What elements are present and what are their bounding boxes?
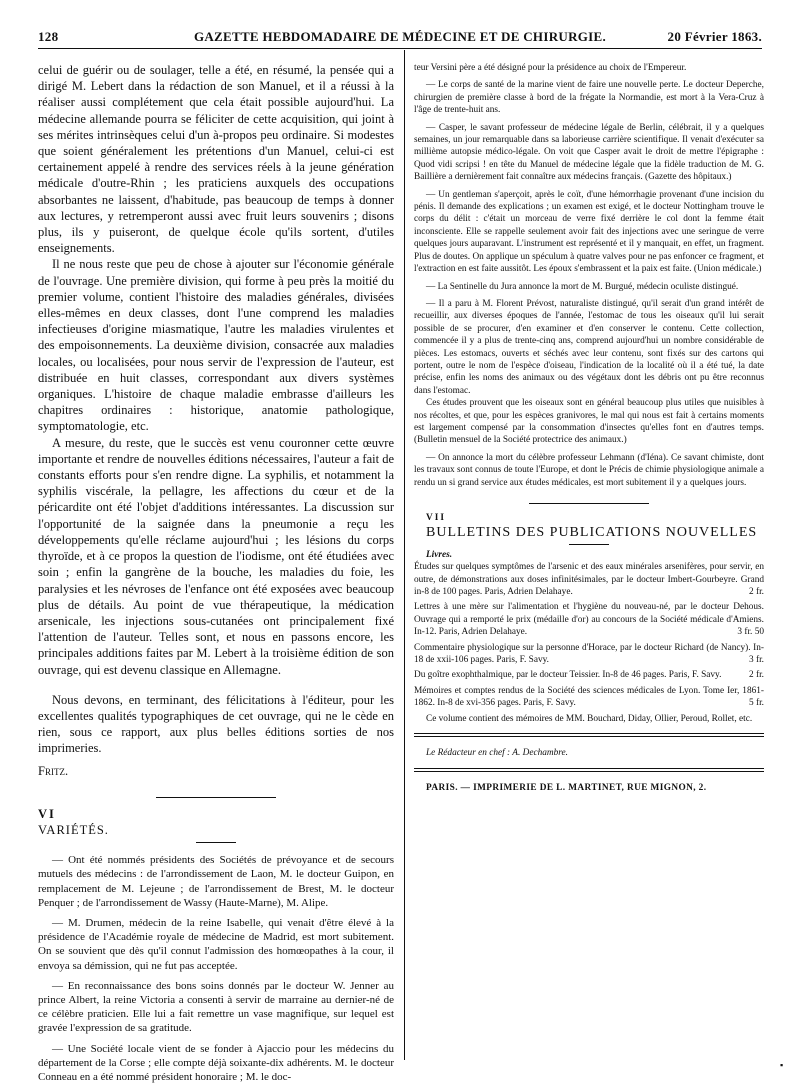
news-item: Ces études prouvent que les oiseaux sont en général beaucoup plus utiles que nuisibles à nos récoltes, et que, pour les espèces granivores, le mal qui nous est fait à certains moments est largement compensé par la consommation d'insectes qu'elles font en d'autres temps. (Bulletin mensuel de la Société protectrice des animaux.) — [414, 398, 764, 446]
journal-title: GAZETTE HEBDOMADAIRE DE MÉDECINE ET DE CHIRURGIE. — [193, 29, 607, 44]
column-divider — [404, 50, 405, 1060]
left-column — [38, 62, 394, 1083]
bib-text: Études sur quelques symptômes de l'arsenic et des eaux minérales arsenifères, pour servir, en outre, de démonstrations aux doses infinitésimales, par le docteur Imbert-Gourbeyre. Grand in-8 de 100 pages. Paris, Adrien Delahaye. — [414, 562, 764, 598]
bib-text: Lettres à une mère sur l'alimentation et l'hygiène du nouveau-né, par le docteur Dehous. Ouvrage qui a remporté le prix (médaille d'or) au concours de la Société médicale d'Amiens. In-12. Paris, Adrien Delahaye. — [414, 602, 764, 638]
title-rule — [569, 544, 609, 545]
news-item: — On annonce la mort du célèbre professeur Lehmann (d'Iéna). Ce savant chimiste, dont les travaux sont connus de toute l'Europe, et dont le Précis de chimie physiologique animale a rendu un si grand service aux études médicales, est mort subitement il y a quelques jours. — [414, 452, 764, 488]
bibliography-note: Ce volume contient des mémoires de MM. Bouchard, Diday, Ollier, Peroud, Rollet, etc. — [426, 713, 753, 724]
news-item: — Une Société locale vient de se fonder à Ajaccio pour les médecins du département de la Corse ; elle compte déjà soixante-dix adhérents. M. le docteur Conneau en a été nommé président honoraire ; M. le doc- — [38, 1042, 394, 1083]
section-rule — [156, 797, 276, 798]
news-item: — Ont été nommés présidents des Sociétés de prévoyance et de secours mutuels des médecins : de l'arrondissement de Laon, M. le docteur Guipon, en remplacement de M. Lejeune ; de l'arrondissement de Brest, M. le docteur Penquer ; de l'arrondissement de Wassy (Haute-Marne), M. Alipe. — [38, 854, 394, 909]
bib-price: 3 fr. — [749, 655, 764, 666]
page-number: 128 — [38, 29, 59, 44]
section-title: VARIÉTÉS. — [38, 822, 109, 837]
bibliography-entry — [414, 642, 764, 667]
issue-date: 20 Février 1863. — [667, 29, 762, 44]
news-item: — M. Drumen, médecin de la reine Isabelle, qui venait d'être élevé à la présidence de l'Académie royale de médecine de Madrid, est mort subitement. On se souvient que dès qu'il connut l'admission des homœopathes à la cour, il envoya sa démission, qui ne fut pas acceptée. — [38, 916, 394, 972]
bibliography-entry — [414, 669, 764, 681]
article-paragraph: Il ne nous reste que peu de chose à ajouter sur l'économie générale de l'ouvrage. Une première division, qui forme à peu près la moitié du premier volume, contient l'histoire des maladies générales, divisées elles-mêmes en deux classes, dont l'une comprend les maladies infectieuses d'origine miasmatique, l'autre les maladies virulentes et des empoisonnements. La deuxième division, consacrée aux maladies locales, ou localisées, pour nous servir de l'expression de l'auteur, est distribuée en huit classes, correspondant aux divers systèmes organiques. L'histoire de chaque maladie embrasse d'ailleurs les chapitres ordinaires : historique, anatomie pathologique, symptomatologie, etc. — [38, 257, 394, 434]
footer-rule — [414, 768, 764, 772]
news-item: — En reconnaissance des bons soins donnés par le docteur W. Jenner au prince Albert, la reine Victoria a consenti à servir de marraine au dernier-né de ce célèbre praticien. Elle lui a fait remettre un vase magnifique, sur lequel est gravée l'expression de sa gratitude. — [38, 979, 394, 1035]
bib-text: Mémoires et comptes rendus de la Société des sciences médicales de Lyon. Tome Ier, 1861-1862. In-8 de xvi-356 pages. Paris, F. Savy. — [414, 685, 764, 709]
news-item: teur Versini père a été désigné pour la présidence au choix de l'Empereur. — [414, 63, 687, 73]
news-item: — La Sentinelle du Jura annonce la mort de M. Burgué, médecin oculiste distingué. — [426, 281, 739, 292]
editor-in-chief: Le Rédacteur en chef : A. Dechambre. — [426, 748, 568, 759]
right-column — [414, 62, 764, 1060]
bibliography-entry — [414, 601, 764, 638]
footer-rule — [414, 733, 764, 737]
bib-price: 5 fr. — [749, 698, 764, 709]
page-mark: ▪ — [780, 1060, 784, 1070]
subsection-heading: Livres. — [426, 549, 453, 560]
article-paragraph: A mesure, du reste, que le succès est venu couronner cette œuvre importante et rendre de nouvelles éditions nécessaires, l'auteur a fait de constants efforts pour s'en rendre digne. La syphilis, et notamment la syphilis viscérale, la pellagre, les affections du cœur et de la péricardite ont été l'objet d'additions intéressantes. La discussion sur l'opportunité de la saignée dans la pneumonie a reçu les développements qu'elle réclame aujourd'hui ; les lésions du corps thyroïde, et à ce propos la question de l'iodisme, ont été étudiées avec soin ; enfin la gangrène de la bouche, les maladies du foie, les paralysies et les névroses de l'enfance ont été exposées avec beaucoup plus de détails. Au point de vue thérapeutique, la médication arsenicale, les injections sous-cutanées ont principalement fixé l'attention de l'auteur. Telles sont, et nous en passons encore, les principales additions faites par M. Lebert à la troisième édition de son ouvrage, qui est devenu classique en Allemagne. — [38, 435, 394, 677]
news-item: — Casper, le savant professeur de médecine légale de Berlin, célébrait, il y a quelques semaines, un jour remarquable dans sa laborieuse carrière scientifique. Il venait d'exécuter sa millième autopsie médico-légale. On voit que Casper avait le droit de mettre l'épigraphe : Quod vidi scripsi ! en tête du Manuel de médecine légale que la fidèle traduction de M. G. Baillière a dernièrement fait connaître aux médecins français. (Gazette des hôpitaux.) — [414, 122, 764, 183]
news-item: — Il a paru à M. Florent Prévost, naturaliste distingué, qu'il serait d'un grand intérêt de recueillir, aux diverses époques de l'année, l'estomac de tous les oiseaux qu'il lui serait possible de se procurer, d'en examiner et d'en conserver le contenu. Cette collection, commencée il y a plus de trente-cinq ans, comprend aujourd'hui un nombre considérable de pièces. Les estomacs, ouverts et séchés avec leur contenu, sont fixés sur des cartons qui portent, outre le nom de l'espèce d'oiseau, l'indication de la localité où il a été tué, la date précise, enfin les noms des animaux ou des végétaux dont les débris ont pu être reconnus dans l'estomac. — [414, 298, 764, 396]
article-paragraph: Nous devons, en terminant, des félicitations à l'éditeur, pour les excellentes qualités typographiques de cet ouvrage, qui ne le cède en rien, sous ce rapport, aux plus belles éditions sorties de nos imprimeries. — [38, 692, 394, 756]
article-paragraph: celui de guérir ou de soulager, telle a été, en résumé, la pensée qui a dirigé M. Lebert dans la rédaction de son Manuel, et il a réussi à la réaliser aussi complétement que cela était possible aujourd'hui. La médecine allemande pourra se féliciter de cette acquisition, qui joint à ses mérites intrinsèques celui d'un à-propos peu ordinaire. Si modestes que soient généralement les prétentions d'un Manuel, celui-ci est certainement appelé à rendre des services réels à la jeune génération médicale d'outre-Rhin ; les praticiens auxquels des occupations absorbantes ne laissent, d'habitude, pas beaucoup de temps à donner aux lectures, y retremperont aussi avec fruit leurs souvenirs ; disons plus, ils y puiseront, de quelque école qu'ils sortent, d'utiles enseignements. — [38, 63, 394, 256]
news-item: — Un gentleman s'aperçoit, après le coït, d'une hémorrhagie provenant d'une incision du pénis. Il demande des explications ; un examen est exigé, et le docteur Nottingham trouve le corps du délit : c'était un morceau de verre fixé derrière le col dont la femme était inconsciente. Elle se rappelle seulement avoir fait des injections avec une seringue de verre quelques jours auparavant. L'instrument est représenté et il y manquait, en effet, un fragment. Plus de doutes. On applique un spéculum à quatre valves pour ne pas enfoncer ce fragment, et l'extraction en est faite aussitôt. Les époux s'embrassent et la paix est faite. (Union médicale.) — [414, 189, 764, 275]
bib-price: 2 fr. — [749, 670, 764, 681]
bib-price: 3 fr. 50 — [737, 627, 764, 638]
page-header — [38, 29, 762, 47]
news-item: — Le corps de santé de la marine vient de faire une nouvelle perte. Le docteur Deperche, chirurgien de première classe à bord de la frégate la Normandie, est mort à la Vera-Cruz à l'âge de trente-huit ans. — [414, 80, 764, 116]
bibliography-entry — [414, 685, 764, 710]
section-title: BULLETINS DES PUBLICATIONS NOUVELLES — [426, 525, 758, 541]
header-rule — [38, 48, 762, 49]
article-signature: Fritz. — [38, 763, 69, 778]
bib-price: 2 fr. — [749, 587, 764, 598]
bib-text: Commentaire physiologique sur la personne d'Horace, par le docteur Richard (de Nancy). In-18 de xxii-106 pages. Paris, F. Savy. — [414, 642, 764, 666]
section-rule — [529, 503, 649, 504]
bibliography-entry — [414, 561, 764, 598]
bib-text: Du goître exophthalmique, par le docteur Teissier. In-8 de 46 pages. Paris, F. Savy. — [414, 670, 722, 681]
section-number: VI — [38, 806, 56, 821]
printer-imprint: PARIS. — IMPRIMERIE DE L. MARTINET, RUE MIGNON, 2. — [426, 782, 707, 793]
section-number: VII — [426, 513, 446, 523]
title-rule — [196, 842, 236, 843]
